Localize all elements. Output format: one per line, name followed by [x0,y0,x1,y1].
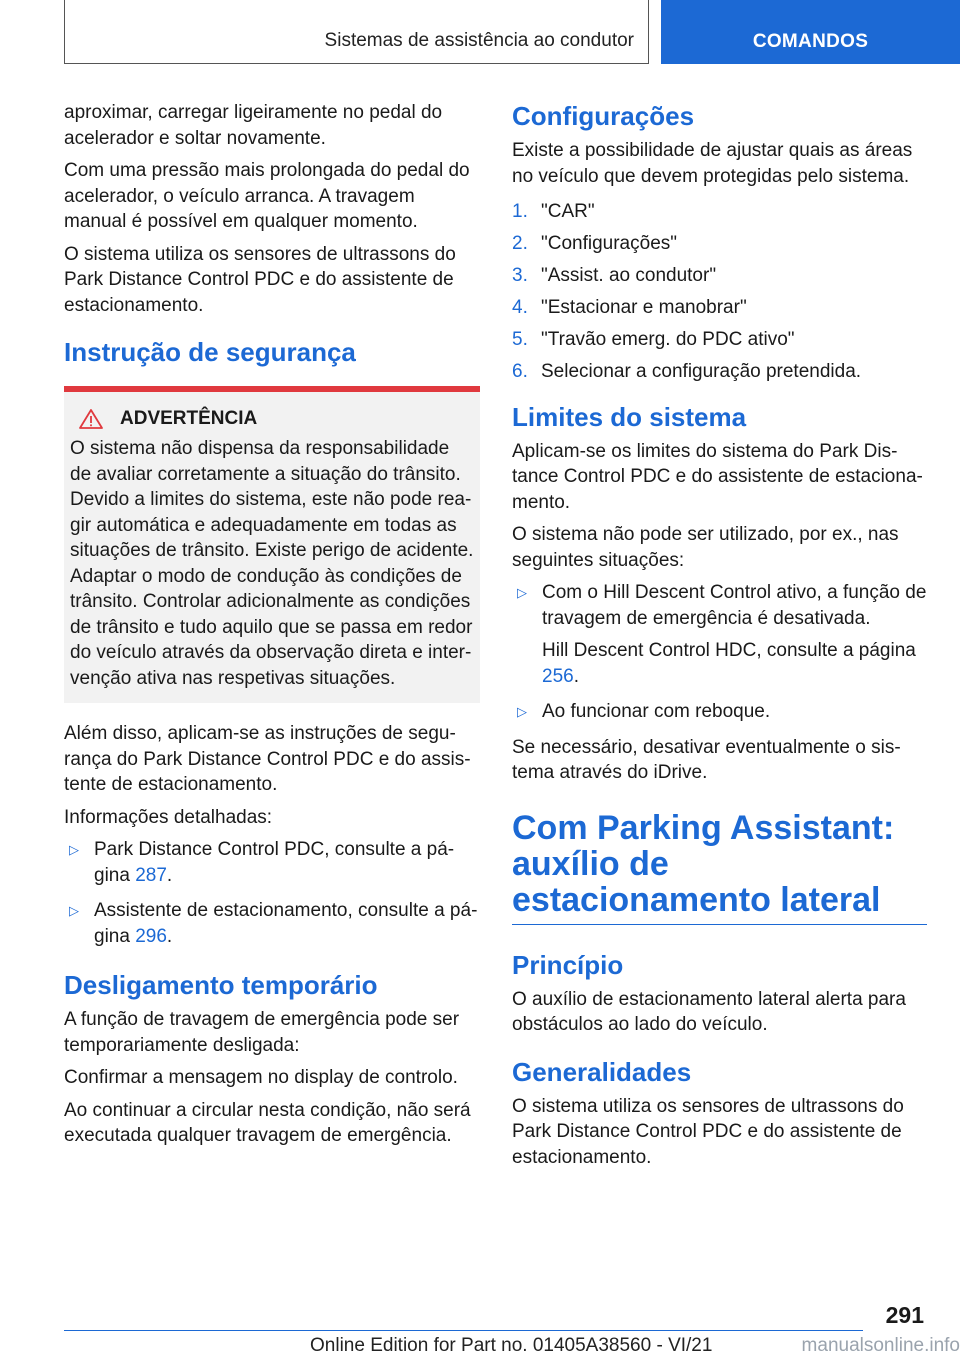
list-item: ▷ Ao funcionar com reboque. [512,699,927,725]
step-item: 2. "Configurações" [512,233,678,254]
list-item: ▷ Com o Hill Descent Control ativo, a função de travagem de emergência é desativada. Hill Descent Control HDC, consulte a página 256. [512,580,927,689]
page-number: 291 [885,1302,924,1328]
page-link-296[interactable]: 296 [135,925,167,947]
page-link-256[interactable]: 256 [542,665,574,687]
header-section-tab [64,0,649,64]
paragraph: Com uma pressão mais prolongada do pedal do acelerador, o veículo arranca. A travagem manual é possível em qualquer momento. [64,160,470,232]
left-column [64,100,480,1156]
paragraph: Existe a possibilidade de ajustar quais as áreas no veículo que devem protegidas pelo sistema. [512,140,913,187]
list-item-note: Hill Descent Control HDC, consulte a página 256. [542,640,916,687]
triangle-bullet-icon: ▷ [517,704,527,719]
warning-text: O sistema não dispensa da responsabilidade de avaliar corretamente a situação do trânsito. Devido a limites do sistema, este não pode reagir automática e adequadamente em todas as situações de trânsito. Existe perigo de acidente. Adaptar o modo de condução às condições de trânsito. Controlar adicionalmente as condições de trânsito e tudo aquilo que se passa em redor do veículo através da observação direta e intervenção ativa nas respetivas situações. [70,438,474,689]
heading-temporary-disable: Desligamento temporário [64,970,378,1000]
limits-list [512,580,927,725]
paragraph: O auxílio de estacionamento lateral alerta para obstáculos ao lado do veículo. [512,988,906,1035]
footer-watermark: manualsonline.info [801,1335,960,1356]
heading-system-limits: Limites do sistema [512,401,747,432]
heading-divider [512,924,927,925]
heading-settings: Configurações [512,101,695,131]
paragraph: Além disso, aplicam-se as instruções de segurança do Park Distance Control PDC e do assistente de estacionamento. [64,723,471,795]
paragraph: Informações detalhadas: [64,806,273,828]
reference-list [64,837,480,949]
step-item: 3. "Assist. ao condutor" [512,265,717,286]
paragraph: O sistema utiliza os sensores de ultrassons do Park Distance Control PDC e do assistente de estacionamento. [64,243,456,316]
page-link-287[interactable]: 287 [135,864,167,886]
list-item: ▷ Park Distance Control PDC, consulte a página 287. [69,839,455,886]
step-item: 6. Selecionar a configuração pretendida. [512,361,862,382]
paragraph: aproximar, carregar ligeiramente no pedal do acelerador e soltar novamente. [64,102,443,149]
heading-safety: Instrução de segurança [64,337,356,367]
paragraph: A função de travagem de emergência pode ser temporariamente desligada: [64,1009,460,1056]
paragraph: O sistema utiliza os sensores de ultrassons do Park Distance Control PDC e do assistente de estacionamento. [512,1095,904,1168]
footer-divider [64,1330,863,1331]
list-item: ▷ Assistente de estacionamento, consulte a página 296. [69,900,478,947]
right-column [512,100,927,1177]
settings-steps [512,199,927,385]
triangle-bullet-icon: ▷ [69,903,79,918]
heading-side-parking-assist: Com Parking Assistant: auxílio de estacionamento lateral [512,808,895,919]
header-section-title: Sistemas de assistência ao condutor [324,30,634,51]
step-item: 1. "CAR" [512,201,595,222]
triangle-bullet-icon: ▷ [517,585,527,600]
paragraph: Confirmar a mensagem no display de controlo. [64,1067,458,1088]
warning-title: ADVERTÊNCIA [120,408,258,429]
paragraph: Ao continuar a circular nesta condição, não será executada qualquer travagem de emergência. [64,1099,471,1146]
warning-triangle-icon [78,408,104,430]
header-chapter-tab [661,0,960,64]
step-item: 5. "Travão emerg. do PDC ativo" [512,329,795,350]
heading-principle: Princípio [512,949,624,980]
step-item: 4. "Estacionar e manobrar" [512,297,747,318]
paragraph: Aplicam-se os limites do sistema do Park Distance Control PDC e do assistente de estacionamento. [512,440,923,513]
heading-general: Generalidades [512,1056,692,1087]
paragraph: O sistema não pode ser utilizado, por ex., nas seguintes situações: [512,524,899,571]
warning-box [64,386,480,703]
paragraph: Se necessário, desativar eventualmente o sistema através do iDrive. [512,736,901,783]
warning-header [70,408,474,430]
footer-edition: Online Edition for Part no. 01405A38560 - VI/21 [310,1335,713,1356]
header-chapter-title: COMANDOS [752,31,869,52]
triangle-bullet-icon: ▷ [69,842,79,857]
